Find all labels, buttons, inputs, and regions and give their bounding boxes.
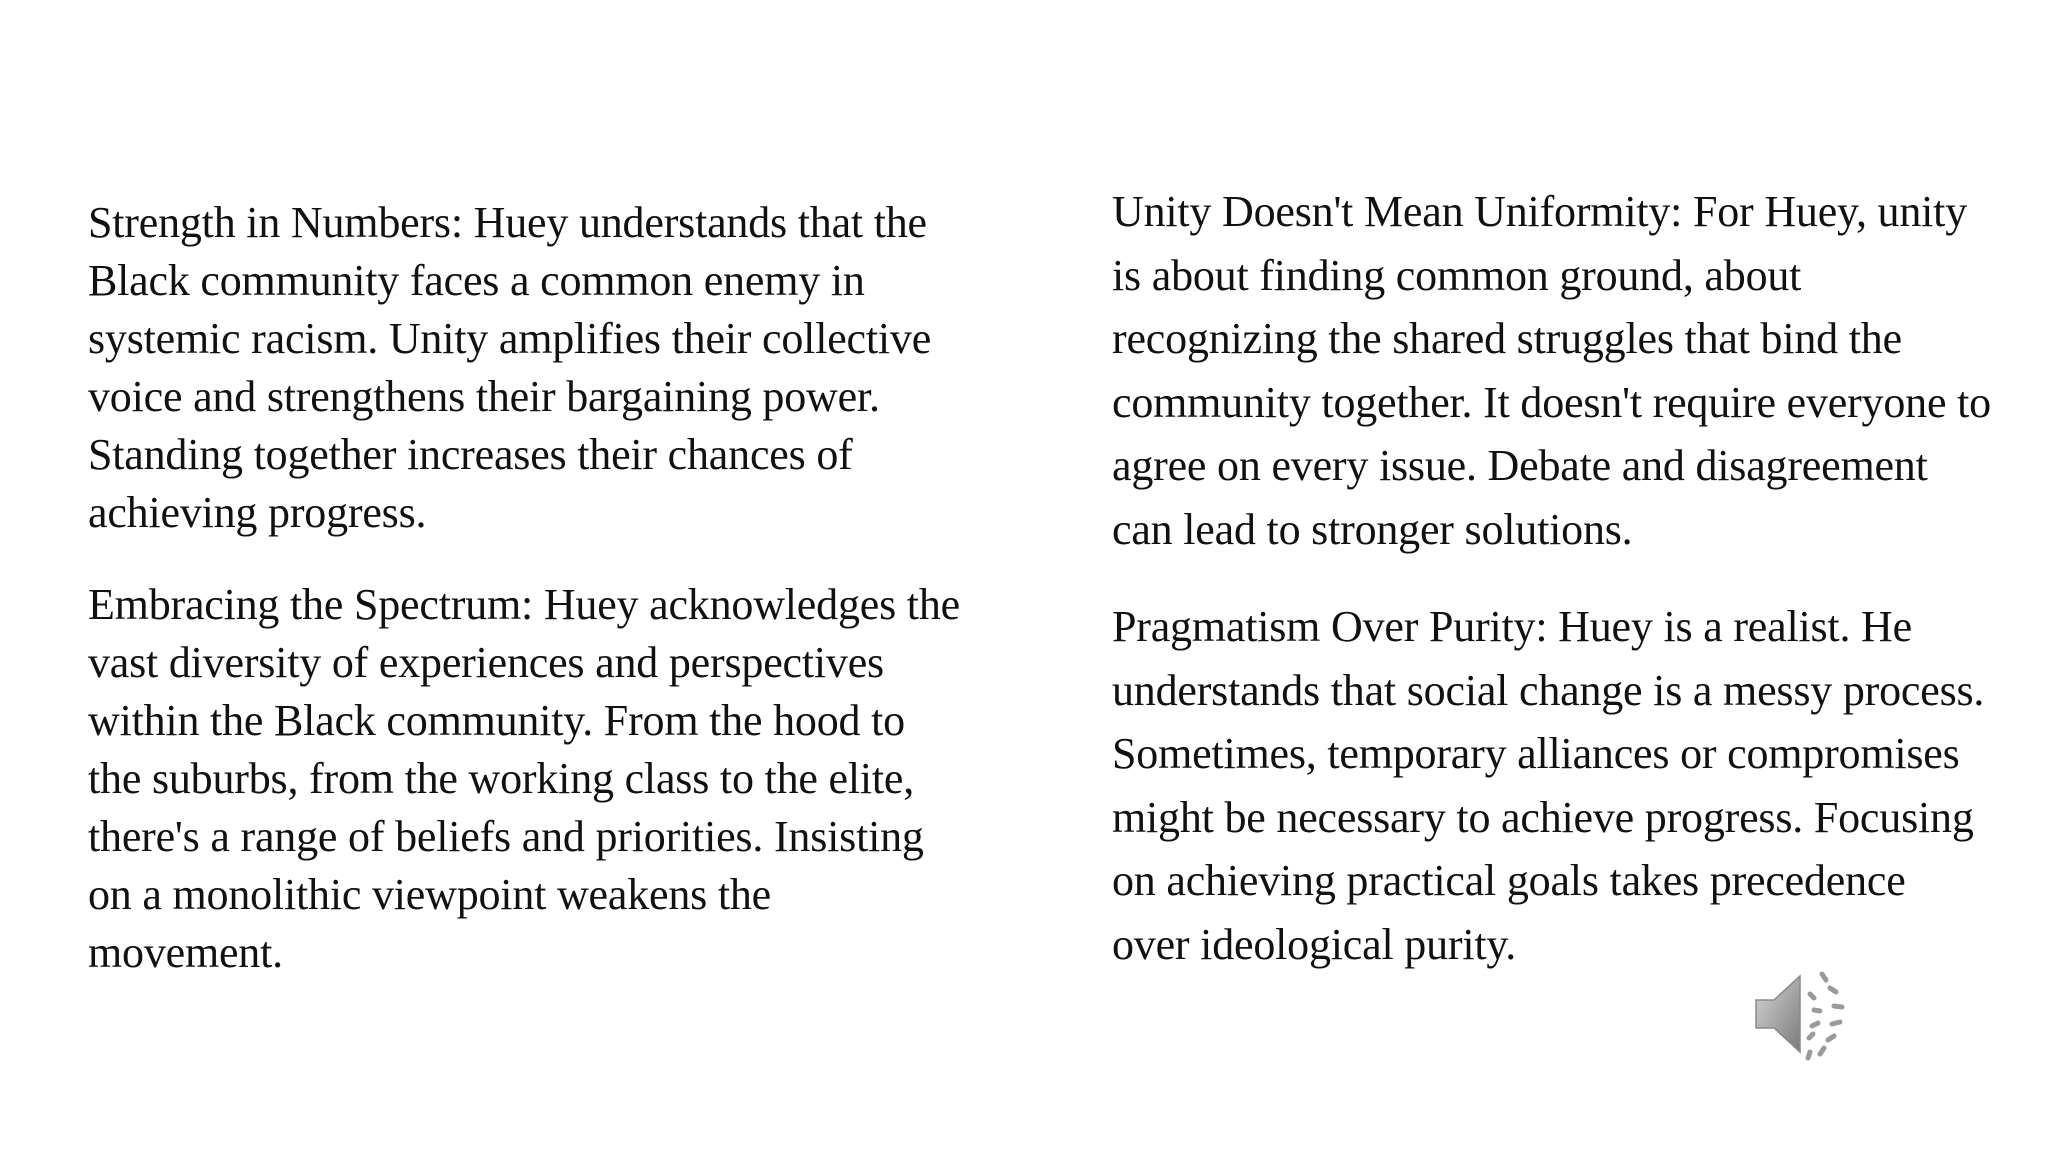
left-column	[88, 194, 968, 982]
paragraph-unity-not-uniformity: Unity Doesn't Mean Uniformity: For Huey, unity is about finding common ground, about recognizing the shared struggles that bind the community together. It doesn't require everyone to agree on every issue. Debate and disagreement can lead to stronger solutions.	[1112, 187, 1991, 554]
paragraph-strength-in-numbers: Strength in Numbers: Huey understands that the Black community faces a common enemy in systemic racism. Unity amplifies their collective voice and strengthens their bargaining power. Standing together increases their chances of achieving progress.	[88, 198, 932, 537]
speaker-icon[interactable]	[1748, 958, 1860, 1070]
paragraph-embracing-the-spectrum: Embracing the Spectrum: Huey acknowledges the vast diversity of experiences and perspectives within the Black community. From the hood to the suburbs, from the working class to the elite, there's a range of beliefs and priorities. Insisting on a monolithic viewpoint weakens the movement.	[88, 580, 960, 977]
paragraph-pragmatism-over-purity: Pragmatism Over Purity: Huey is a realist. He understands that social change is a messy process. Sometimes, temporary alliances or compromises might be necessary to achieve progress. Focusing on achieving practical goals takes precedence over ideological purity.	[1112, 602, 1985, 969]
right-column	[1112, 180, 1992, 976]
